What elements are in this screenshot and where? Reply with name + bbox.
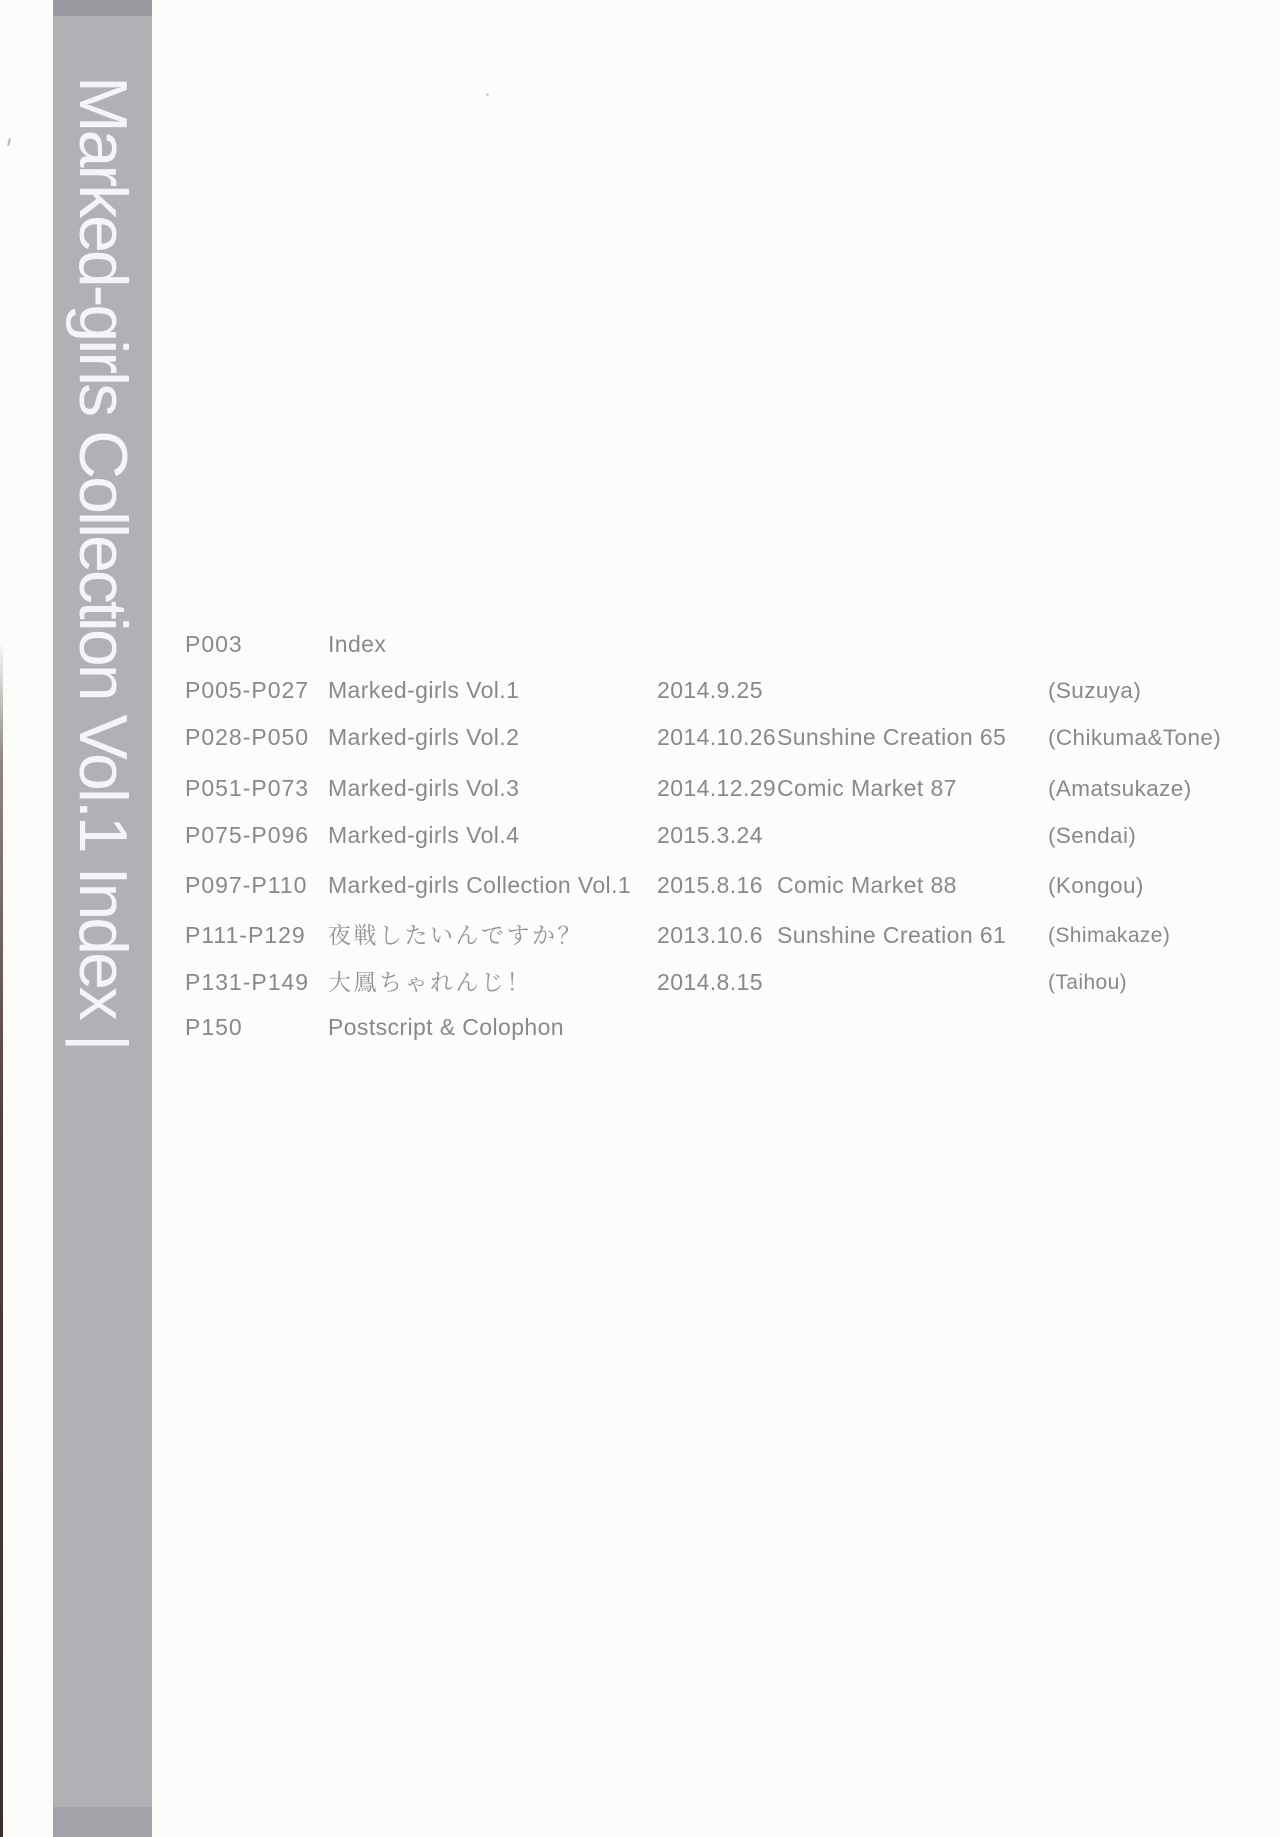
index-row	[0, 820, 1280, 851]
index-row	[0, 920, 1280, 951]
pages-cell: P097-P110	[185, 872, 308, 898]
title-cell: Index	[328, 631, 387, 657]
event-cell: Sunshine Creation 61	[777, 922, 1007, 948]
event-cell: Comic Market 87	[777, 775, 957, 801]
title-cell: Postscript & Colophon	[328, 1014, 564, 1040]
date-cell: 2014.9.25	[657, 677, 763, 703]
pages-cell: P111-P129	[185, 922, 306, 948]
spine-vertical-title: Marked-girls Collection Vol.1 Index |	[65, 76, 141, 1049]
date-cell: 2015.8.16	[657, 872, 763, 898]
character-cell: (Suzuya)	[1048, 678, 1142, 703]
title-cell: Marked-girls Vol.3	[328, 775, 520, 801]
title-cell: Marked-girls Vol.1	[328, 677, 520, 703]
index-row	[0, 967, 1280, 998]
date-cell: 2013.10.6	[657, 922, 763, 948]
index-row	[0, 870, 1280, 901]
date-cell: 2015.3.24	[657, 822, 763, 848]
title-cell: Marked-girls Vol.2	[328, 724, 520, 750]
event-cell: Sunshine Creation 65	[777, 724, 1007, 750]
index-row	[0, 773, 1280, 804]
title-cell: 大鳳ちゃれんじ！	[328, 969, 532, 995]
date-cell: 2014.8.15	[657, 969, 763, 995]
pages-cell: P075-P096	[185, 822, 310, 848]
index-row	[0, 1012, 1280, 1043]
title-cell: Marked-girls Collection Vol.1	[328, 872, 632, 898]
title-cell: 夜戦したいんですか？	[328, 922, 583, 948]
date-cell: 2014.10.26	[657, 724, 777, 750]
character-cell: (Kongou)	[1048, 873, 1144, 898]
pages-cell: P005-P027	[185, 677, 310, 703]
character-cell: (Chikuma&Tone)	[1048, 725, 1222, 750]
pages-cell: P003	[185, 631, 243, 657]
character-cell: (Taihou)	[1048, 971, 1128, 994]
title-cell: Marked-girls Vol.4	[328, 822, 520, 848]
index-row	[0, 629, 1280, 660]
index-row	[0, 722, 1280, 753]
date-cell: 2014.12.29	[657, 775, 777, 801]
pages-cell: P051-P073	[185, 775, 310, 801]
pages-cell: P150	[185, 1014, 243, 1040]
pages-cell: P028-P050	[185, 724, 310, 750]
character-cell: (Amatsukaze)	[1048, 776, 1192, 801]
index-row	[0, 675, 1280, 706]
event-cell: Comic Market 88	[777, 872, 957, 898]
character-cell: (Shimakaze)	[1048, 924, 1171, 947]
page-edge-shadow	[0, 640, 3, 1837]
pages-cell: P131-P149	[185, 969, 310, 995]
scan-speck	[486, 93, 489, 96]
character-cell: (Sendai)	[1048, 823, 1137, 848]
